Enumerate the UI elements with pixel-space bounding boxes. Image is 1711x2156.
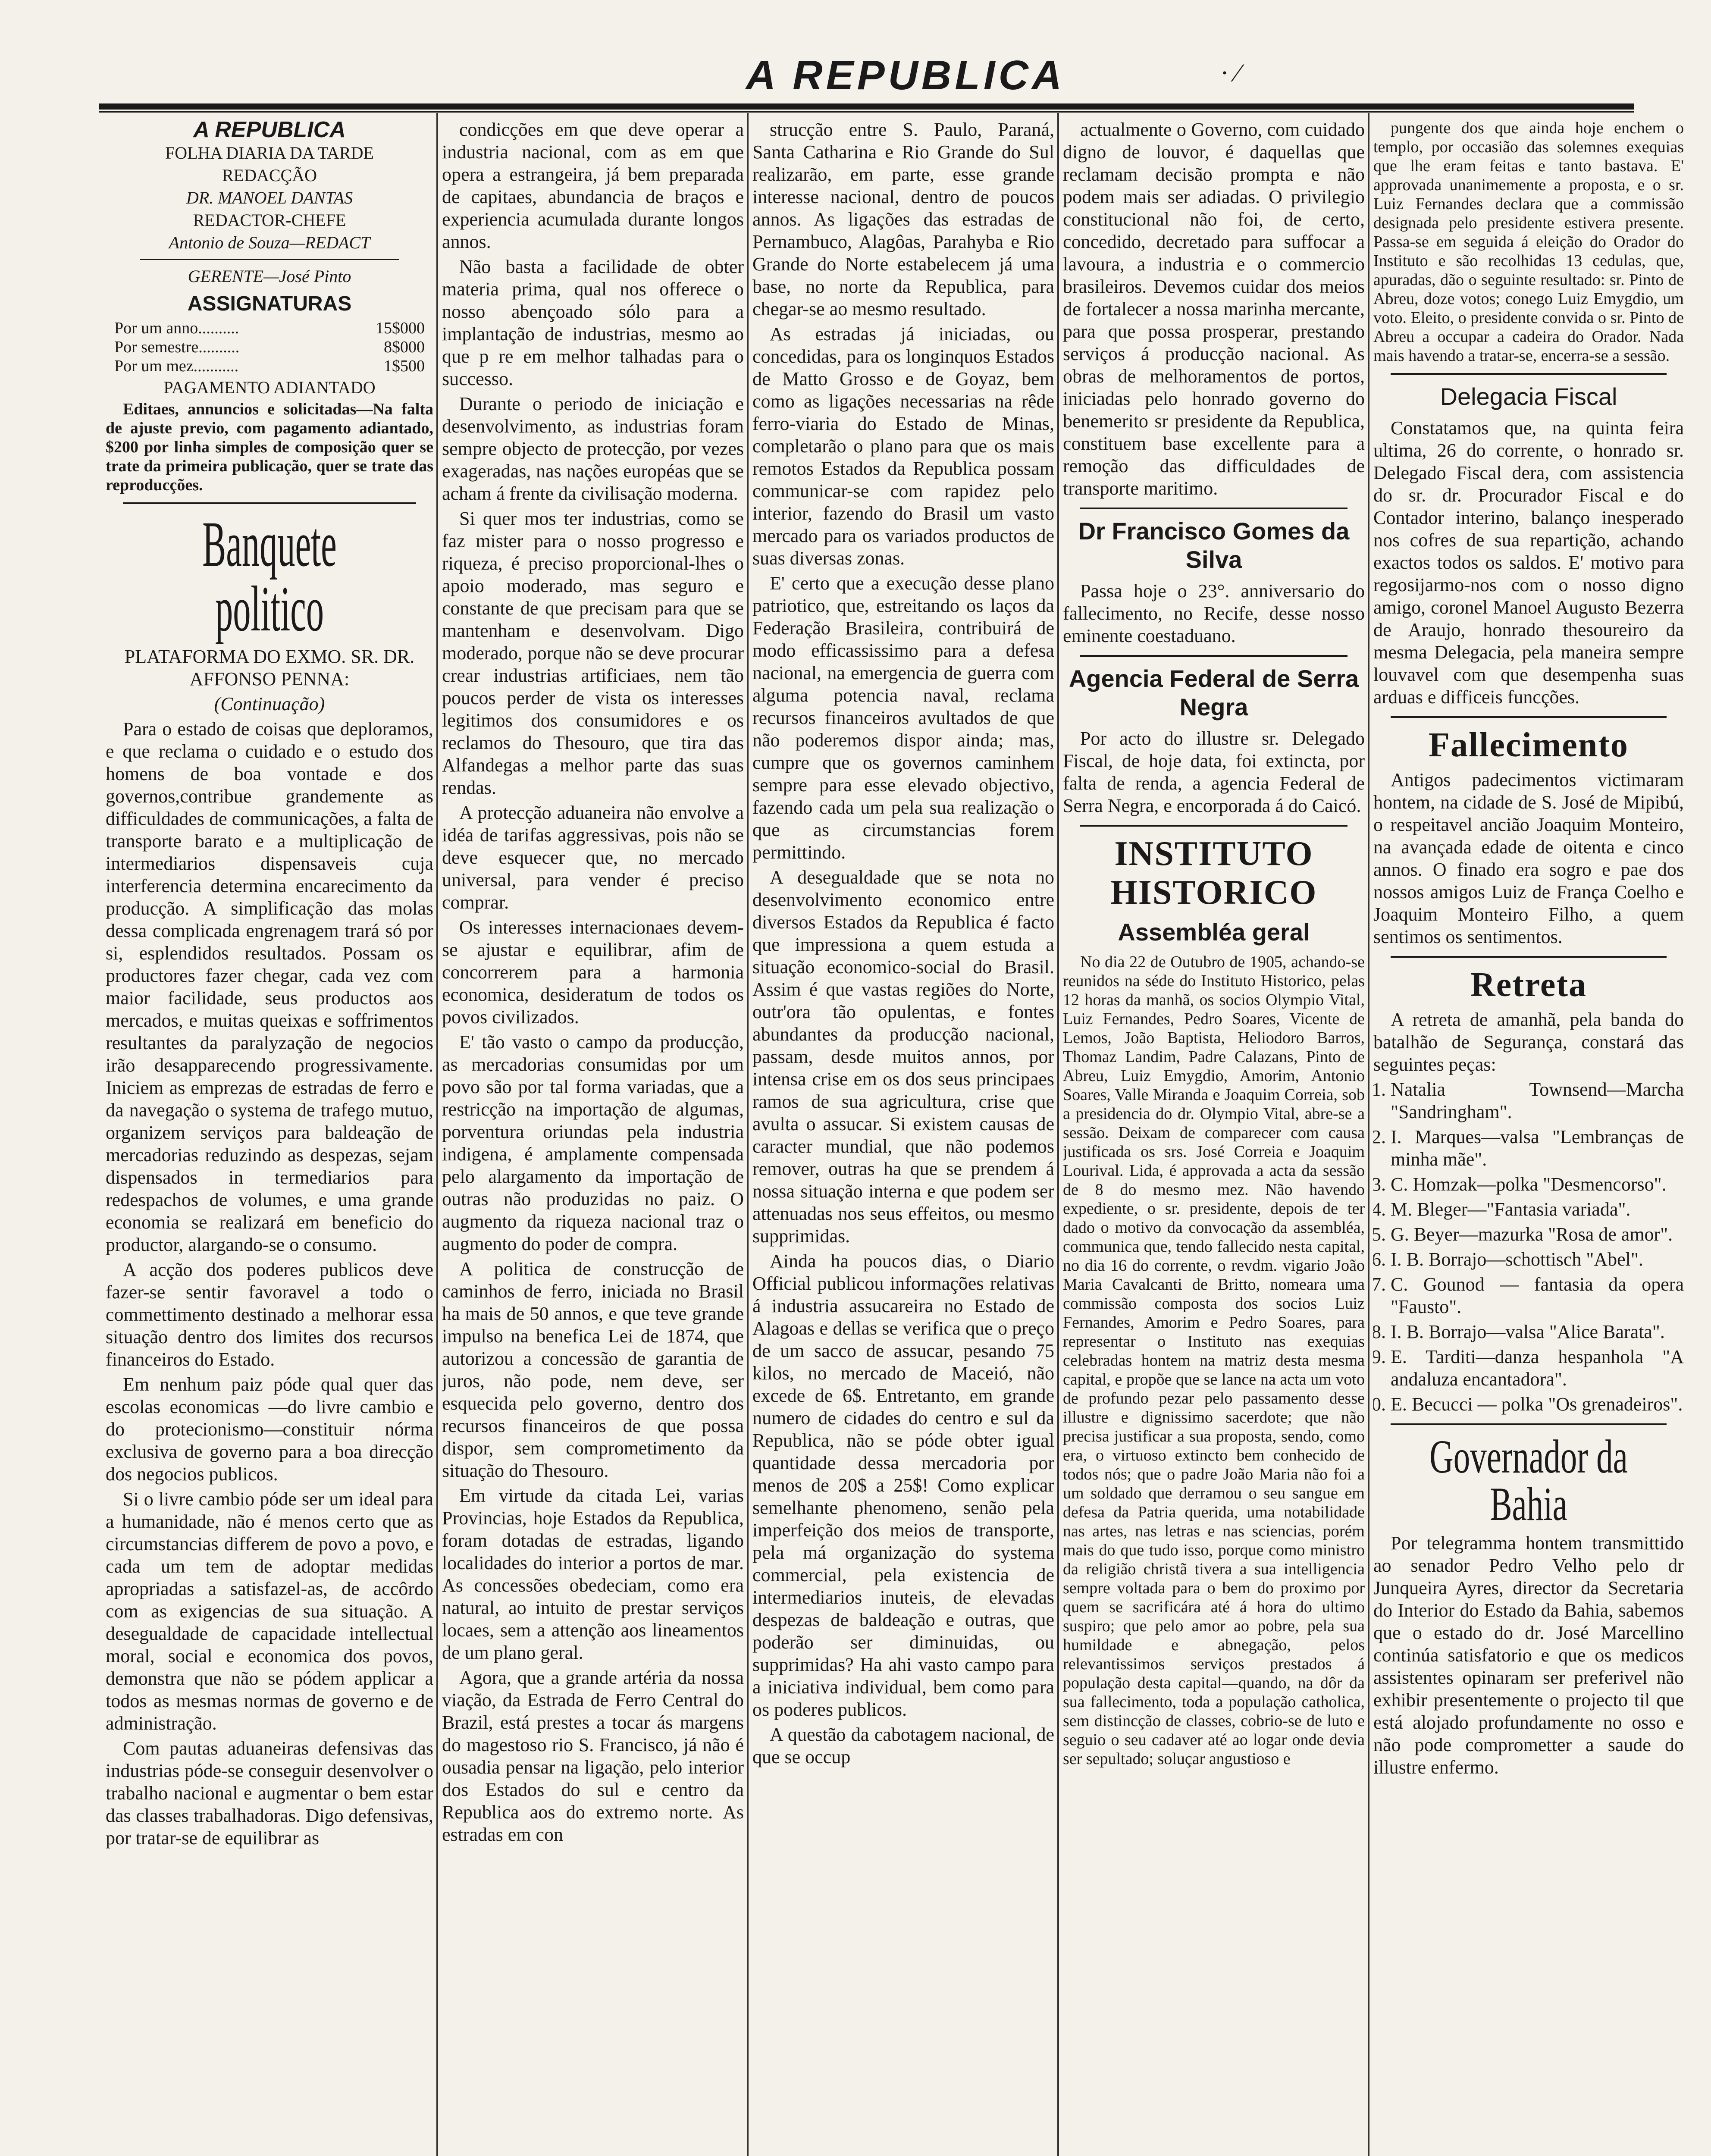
paragraph: Em virtude da citada Lei, varias Provincias, hoje Estados da Republica, foram dotadas de estradas, ligando localidades do interior a portos de mar. As concessões obedeciam, como era natural, ao intuito de prestar serviços locaes, sem a attenção aos lineamentos de um plano geral. bbox=[442, 1485, 744, 1663]
list-item: 8. I. B. Borrajo—valsa "Alice Barata". bbox=[1391, 1321, 1684, 1343]
paragraph: As estradas já iniciadas, ou concedidas, para os longinquos Estados de Matto Grosso e de Goyaz, bem como as ligações necessarias na rêde ferro-viaria do Estado de Minas, completarão o plano para que os mais remotos Estados da Republica possam communicar-se com rapidez pelo interior, fazendo do Brasil um vasto mercado para os variados productos de suas diversas zonas. bbox=[752, 323, 1054, 569]
paragraph: strucção entre S. Paulo, Paraná, Santa Catharina e Rio Grande do Sul realizarão, em parte, esse grande interesse nacional, dentro de poucos annos. As ligações das estradas de Pernambuco, Alagôas, Parahyba e Rio Grande do Norte estabelecem já uma base, no norte da Republica, para chegar-se ao mesmo resultado. bbox=[752, 119, 1054, 320]
paragraph: Por acto do illustre sr. Delegado Fiscal, de hoje data, foi extincta, por falta de renda, a agencia Federal de Serra Negra, e encorporada á do Caicó. bbox=[1063, 728, 1365, 816]
masthead-title: A REPUBLICA bbox=[746, 52, 1065, 98]
chief-label: REDACTOR-CHEFE bbox=[193, 210, 346, 230]
list-item: 9. E. Tarditi—danza hespanhola "A andaluza encantadora". bbox=[1391, 1346, 1684, 1391]
column-4 bbox=[1063, 119, 1365, 2156]
paragraph: Para o estado de coisas que deploramos, e que reclama o cuidado e o estudo dos homens de boa vontade e dos governos,contribue grandemente as difficuldades de communicações, a falta de transporte barato e a multiplicação de intermediarios dispensaveis cuja interferencia determina encarecimento da producção. A simplificação das molas dessa complicada engrenagem trará só por si, esplendidos resultados. Possam os productores fazer chegar, cada vez com maior facilidade, seus productos aos mercados, e muitas queixas e soffrimentos resultantes da paralyzação de negocios irão desapparecendo progressivamente. Iniciem as emprezas de estradas de ferro e da navegação o systema de trafego mutuo, organizem serviços para baldeação de mercadorias reduzindo as despezas, sejam dispensados in termediarios para redespachos de volumes, e uma grande economia se realizará em beneficio do productor, alargando-se o consumo. bbox=[106, 718, 433, 1255]
paragraph: Não basta a facilidade de obter materia prima, qual nos offerece o nosso abençoado sólo para a implantação de industrias, mesmo ao que p re em melhor talhadas para o successo. bbox=[442, 256, 744, 389]
list-item: 3. C. Homzak—polka "Desmencorso". bbox=[1391, 1173, 1684, 1196]
paragraph: A protecção aduaneira não envolve a idéa de tarifas aggressivas, pois não se deve esquecer que, no mercado universal, para vender é preciso comprar. bbox=[442, 802, 744, 913]
paragraph: A questão da cabotagem nacional, de que se occup bbox=[752, 1724, 1054, 1767]
section-heading: Agencia Federal de Serra Negra bbox=[1069, 665, 1359, 721]
ads-notice: Editaes, annuncios e solicitadas—Na falta de ajuste previo, com pagamento adiantado, $200 por linha simples de composição quer se trate da primeira publicação, quer se trate das reproducções. bbox=[106, 400, 433, 494]
column-divider bbox=[747, 113, 749, 2156]
article-title: Banquete politico bbox=[202, 508, 337, 645]
divider bbox=[140, 259, 399, 260]
payment-note: PAGAMENTO ADIANTADO bbox=[163, 378, 376, 397]
section-heading: Dr Francisco Gomes da Silva bbox=[1078, 517, 1350, 573]
paragraph: Com pautas aduaneiras defensivas das industrias póde-se conseguir desenvolver o trabalho nacional e augmentar o bem estar das classes trabalhadoras. Digo defensivas, por tratar-se de equilibrar as bbox=[106, 1738, 433, 1849]
divider bbox=[1391, 1423, 1667, 1425]
column-3 bbox=[752, 119, 1054, 2156]
paragraph: Por telegramma hontem transmittido ao senador Pedro Velho pelo dr Junqueira Ayres, director da Secretaria do Interior do Estado da Bahia, sabemos que o estado do dr. José Marcellino continúa satisfatorio e que os medicos assistentes opinaram ser preferivel não exhibir presentemente o projecto til que está alojado profundamente no osso e não pode comprometter a saude do illustre enfermo. bbox=[1373, 1532, 1684, 1778]
divider bbox=[1391, 716, 1667, 718]
list-item: 10. E. Becucci — polka "Os grenadeiros". bbox=[1391, 1393, 1684, 1416]
continuation-note: (Continuação) bbox=[214, 693, 325, 714]
price-row: Por semestre.......... 8$000 bbox=[114, 338, 425, 356]
section-heading: Governador da Bahia bbox=[1429, 1430, 1628, 1530]
column-divider bbox=[1057, 113, 1059, 2156]
section-heading: Retreta bbox=[1470, 966, 1587, 1004]
masthead-mark: · ⁄ bbox=[1220, 59, 1240, 87]
divider bbox=[1391, 956, 1667, 958]
divider bbox=[1080, 508, 1347, 509]
price-row: Por um anno.......... 15$000 bbox=[114, 319, 425, 337]
paragraph: pungente dos que ainda hoje enchem o templo, por occasião das solemnes exequias que lhe eram feitas e tanto bastava. E' approvada unanimemente a proposta, e o sr. Luiz Fernandes declara que a commissão designada pelo presidente estivera presente. Passa-se em seguida á eleição do Orador do Instituto e são recolhidas 13 cedulas, que, apuradas, dão o seguinte resultado: sr. Pinto de Abreu, doze votos; conego Luiz Emygdio, um voto. Eleito, o presidente convida o sr. Pinto de Abreu a occupar a cadeira do Orador. Nada mais havendo a tratar-se, encerra-se a sessão. bbox=[1373, 119, 1684, 365]
paragraph: A desegualdade que se nota no desenvolvimento economico entre diversos Estados da Republica é facto que impressiona a quem estuda a situação economico-social do Brasil. Assim é que vastas regiões do Norte, outr'ora tão opulentas, e fontes abundantes da producção nacional, passam, desde muitos annos, por intensa crise em os dos seus principaes ramos de sua agricultura, crise que avulta o assucar. Si existem causas de caracter mundial, que não podemos remover, outras ha que se prendem á nossa situação interna e que podem ser attenuadas nos seus effeitos, ou mesmo supprimidas. bbox=[752, 867, 1054, 1247]
program-list bbox=[1373, 1078, 1684, 1416]
list-item: 1. Natalia Townsend—Marcha "Sandringham". bbox=[1391, 1078, 1684, 1123]
section-heading: INSTITUTO HISTORICO bbox=[1110, 835, 1317, 912]
paragraph: condicções em que deve operar a industria nacional, com as em que opera a estrangeira, já bem preparada de capitaes, abundancia de braços e experiencia acumulada durante longos annos. bbox=[442, 119, 744, 252]
divider bbox=[1080, 825, 1347, 827]
paragraph: actualmente o Governo, com cuidado digno de louvor, é daquellas que reclamam decisão prompta e não podem mais ser adiadas. O privilegio constitucional não foi, de certo, concedido, decretado para suffocar a lavoura, a industria e o commercio brasileiros. Devemos cuidar dos meios de fortalecer a nossa marinha mercante, para que possa prosperar, prestando serviços á producção nacional. As obras de melhoramentos de portos, iniciadas pelo honrado governo do benemerito sr presidente da Republica, constituem base excellente para a remoção das difficuldades de transporte maritimo. bbox=[1063, 119, 1365, 499]
paper-name: A REPUBLICA bbox=[193, 119, 346, 142]
article-subtitle: PLATAFORMA DO EXMO. SR. DR. AFFONSO PENNA: bbox=[124, 646, 415, 689]
top-rule bbox=[99, 103, 1634, 110]
editor-name: DR. MANOEL DANTAS bbox=[186, 188, 353, 207]
list-item: 4. M. Bleger—"Fantasia variada". bbox=[1391, 1198, 1684, 1221]
divider bbox=[1391, 373, 1667, 375]
paragraph: Em nenhum paiz póde qual quer das escolas economicas —do livre cambio e do protecionismo—constituir nórma exclusiva de governo para a boa direcção dos negocios publicos. bbox=[106, 1374, 433, 1485]
paragraph: Durante o periodo de iniciação e desenvolvimento, as industrias foram sempre objecto de protecção, por vezes exageradas, nas nações européas que se acham á frente da civilisação moderna. bbox=[442, 393, 744, 504]
paragraph: A politica de construcção de caminhos de ferro, iniciada no Brasil ha mais de 50 annos, e que teve grande impulso na benefica Lei de 1874, que autorizou a concessão de garantia de juros, não pode, nem deve, ser esquecida pelo governo, dentro dos recursos financeiros de que possa dispor, sem comprometimento da situação do Thesouro. bbox=[442, 1258, 744, 1481]
list-item: 5. G. Beyer—mazurka "Rosa de amor". bbox=[1391, 1223, 1684, 1246]
redacao-label: REDACÇÃO bbox=[222, 166, 317, 185]
paragraph: Si quer mos ter industrias, como se faz mister para o nosso progresso e riqueza, é preciso proporcional-lhes o apoio moderado, mas seguro e constante de que precisam para que se mantenham e desenvolvam. Digo moderado, porque não se deve procurar crear industrias artificiaes, nem tão poucos perder de vista os interesses legitimos dos consumidores e os reclamos do Thesouro, que tira das Alfandegas a melhor parte das suas rendas. bbox=[442, 508, 744, 798]
price-row: Por um mez........... 1$500 bbox=[114, 357, 425, 375]
section-subheading: Assembléa geral bbox=[1118, 918, 1310, 946]
divider bbox=[1080, 655, 1347, 657]
paragraph: E' certo que a execução desse plano patriotico, que, estreitando os laços da Federação Brasileira, contribuirá de modo efficassissimo para a defesa nacional, na emergencia de guerra com alguma potencia naval, reclama recursos financeiros avultados de que não poderemos dispor ainda; mas, cumpre que os governos caminhem sempre para esse elevado objectivo, fazendo cada um pela sua realização o que as circumstancias forem permittindo. bbox=[752, 573, 1054, 863]
column-2 bbox=[442, 119, 744, 2156]
paragraph: Agora, que a grande artéria da nossa viação, da Estrada de Ferro Central do Brazil, está prestes a tocar ás margens do magestoso rio S. Francisco, já não é ousadia pensar na ligação, pelo interior dos Estados do sul e centro da Republica aos do extremo norte. As estradas em con bbox=[442, 1667, 744, 1845]
list-item: 2. I. Marques—valsa "Lembranças de minha mãe". bbox=[1391, 1126, 1684, 1171]
paragraph: Si o livre cambio póde ser um ideal para a humanidade, não é menos certo que as circumstancias differem de povo a povo, e cada um tem de adoptar medidas apropriadas a satisfazel-as, de accôrdo com as exigencias de sua situação. A desegualdade de capacidade intellectual moral, social e economica dos povos, demonstra que não se pódem applicar a todos as mesmas normas de governo e de administração. bbox=[106, 1489, 433, 1734]
redactor-name: Antonio de Souza—REDACT bbox=[169, 233, 370, 252]
top-rule-thin bbox=[99, 111, 1634, 113]
section-heading: Delegacia Fiscal bbox=[1440, 383, 1617, 410]
subscriptions-title: ASSIGNATURAS bbox=[187, 292, 352, 315]
paragraph: Passa hoje o 23°. anniversario do fallecimento, no Recife, desse nosso eminente coestaduano. bbox=[1063, 580, 1365, 646]
list-item: 7. C. Gounod — fantasia da opera "Fausto". bbox=[1391, 1273, 1684, 1318]
paragraph: A acção dos poderes publicos deve fazer-se sentir favoravel a todo o commettimento destinado a melhorar essa situação dentro dos limites dos recursos financeiros do Estado. bbox=[106, 1259, 433, 1370]
paragraph: No dia 22 de Outubro de 1905, achando-se reunidos na séde do Instituto Historico, pelas 12 horas da manhã, os socios Olympio Vital, Luiz Fernandes, Pedro Soares, Vicente de Lemos, João Baptista, Heliodoro Barros, Thomaz Landim, Padre Calazans, Pinto de Abreu, Luiz Emygdio, Amorim, Antonio Soares, Valle Miranda e Joaquim Correia, sob a presidencia do dr. Olympio Vital, abre-se a sessão. Deixam de comparecer com causa justificada os srs. José Correia e Joaquim Lourival. Lida, é approvada a acta da sessão de 8 do mesmo mez. Não havendo expediente, o sr. presidente, depois de ter dado o motivo da convocação da assembléa, communica que, tendo fallecido nesta capital, no dia 16 do corrente, o revdm. vigario João Maria Cavalcanti de Britto, nomeara uma commissão composta dos socios Luiz Fernandes, Amorim e Pedro Soares, para representar o Instituto nas exequias celebradas hontem na matriz desta mesma capital, e propõe que se lance na acta um voto de profundo pezar pelo passamento desse illustre e dignissimo sacerdote; que não precisa justificar a sua proposta, sendo, como era, o virtuoso extincto bem conhecido de todos nós; que o padre João Maria não foi a um soldado que derramou o seu sangue em defesa da Patria querida, uma notabilidade nas artes, nas letras e nas sciencias, porém mais do que tudo isso, porque como ministro da religião christã tivera a sua intelligencia sempre voltada para o bem do proximo por quem se sacrificára até á hora do ultimo suspiro; que pelo amor ao pobre, pela sua humildade e abnegação, pelos relevantissimos serviços prestados á população desta capital—quando, na dôr da sua fallecimento, toda a população catholica, sem distincção de classes, cobrio-se de luto e seguio o seu cadaver até ao logar onde devia ser sepultado; soluçar angustioso e bbox=[1063, 953, 1365, 1768]
paragraph: Ainda ha poucos dias, o Diario Official publicou informações relativas á industria assucareira no Estado de Alagoas e dellas se verifica que o preço de um sacco de assucar, pesando 75 kilos, no mercado de Maceió, não excede de 6$. Entretanto, em grande numero de cidades do centro e sul da Republica, não se póde obter igual quantidade dessa mercadoria por menos de 20$ a 25$! Como explicar semelhante phenomeno, senão pela imperfeição dos meios de transporte, pela má organização do systema commercial, pela existencia de intermediarios inuteis, de elevadas despezas de baldeação e outras, que poderão ser diminuidas, ou supprimidas? Ha ahi vasto campo para a iniciativa individual, bem como para os poderes publicos. bbox=[752, 1250, 1054, 1720]
paper-subtitle: FOLHA DIARIA DA TARDE bbox=[165, 143, 374, 163]
section-heading: Fallecimento bbox=[1429, 726, 1629, 764]
paragraph: A retreta de amanhã, pela banda do batalhão de Segurança, constará das seguintes peças: bbox=[1373, 1009, 1684, 1075]
manager-name: GERENTE—José Pinto bbox=[188, 266, 351, 286]
divider bbox=[123, 502, 416, 504]
paragraph: E' tão vasto o campo da producção, as mercadorias consumidas por um povo são por tal forma variadas, que a restricção na importação de algumas, porventura oriundas pela industria indigena, é amplamente compensada pelo alargamento da importação de outras não produzidas no paiz. O augmento da riqueza nacional traz o augmento do poder de compra. bbox=[442, 1031, 744, 1254]
paragraph: Constatamos que, na quinta feira ultima, 26 do corrente, o honrado sr. Delegado Fiscal dera, com assistencia do sr. dr. Procurador Fiscal e do Contador interino, balanço inesperado nos cofres de sua repartição, achando exactos todos os saldos. E' motivo para regosijarmo-nos com o nosso digno amigo, coronel Manoel Augusto Bezerra de Araujo, honrado thesoureiro da mesma Delegacia, pela maneira sempre louvavel com que desempenha suas arduas e difficeis funcções. bbox=[1373, 417, 1684, 708]
list-item: 6. I. B. Borrajo—schottisch "Abel". bbox=[1391, 1248, 1684, 1271]
paragraph: Os interesses internacionaes devem-se ajustar e equilibrar, afim de concorrerem para a harmonia economica, desideratum de todos os povos civilizados. bbox=[442, 917, 744, 1028]
column-1 bbox=[106, 119, 433, 2156]
column-5 bbox=[1373, 119, 1684, 2156]
column-divider bbox=[1368, 113, 1369, 2156]
paragraph: Antigos padecimentos victimaram hontem, na cidade de S. José de Mipibú, o respeitavel ancião Joaquim Monteiro, na avançada edade de oitenta e cinco annos. O finado era sogro e pae dos nossos amigos Luiz de França Coelho e Joaquim Monteiro Filho, a quem sentimos os sentimentos. bbox=[1373, 769, 1684, 947]
column-divider bbox=[436, 113, 438, 2156]
